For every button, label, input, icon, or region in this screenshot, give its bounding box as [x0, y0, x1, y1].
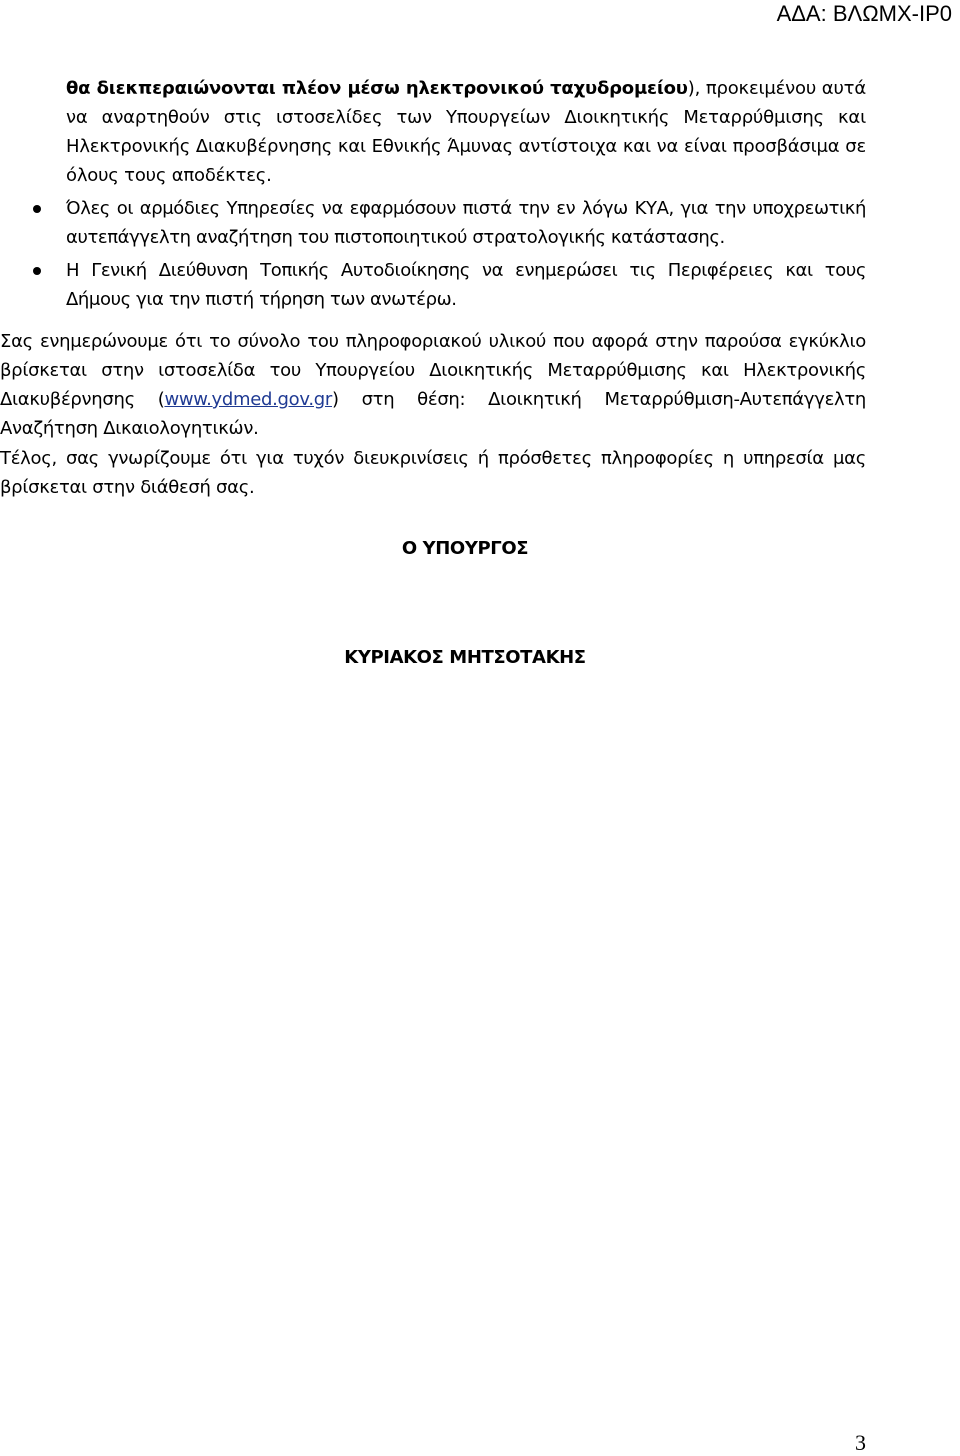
bullet-icon [33, 205, 41, 213]
continued-paragraph [66, 74, 866, 190]
minister-name: ΚΥΡΙΑΚΟΣ ΜΗΤΣΟΤΑΚΗΣ [344, 647, 586, 668]
info-paragraph [0, 327, 866, 443]
continued-paragraph-rest: ), προκειμένου αυτά να αναρτηθούν στις ιστοσελίδες των Υπουργείων Διοικητικής Μεταρρύθμισης και Ηλεκτρονικής Διακυβέρνησης και Εθνικής Άμυνας αντίστοιχα και να είναι προσβάσιμα σε όλους τους αποδέκτες. [66, 78, 866, 186]
ada-header: ΑΔΑ: ΒΛΩΜΧ-ΙΡ0 [776, 1, 952, 26]
bold-phrase: θα διεκπεραιώνονται πλέον μέσω ηλεκτρονικού ταχυδρομείου [66, 78, 688, 99]
closing-paragraph: Τέλος, σας γνωρίζουμε ότι για τυχόν διευκρινίσεις ή πρόσθετες πληροφορίες η υπηρεσία μας βρίσκεται στην διάθεσή σας. [0, 448, 866, 498]
list-item [0, 256, 866, 314]
bullet-text: Η Γενική Διεύθυνση Τοπικής Αυτοδιοίκησης να ενημερώσει τις Περιφέρειες και τους Δήμους για την πιστή τήρηση των ανωτέρω. [66, 260, 866, 310]
page-number: 3 [855, 1430, 866, 1455]
ydmed-link[interactable]: www.ydmed.gov.gr [164, 389, 332, 410]
bullet-icon [33, 267, 41, 275]
bullet-list [0, 194, 866, 318]
info-text-before-link: Σας ενημερώνουμε ότι το σύνολο του πληροφοριακού υλικού που αφορά στην παρούσα εγκύκλιο βρίσκεται στην ιστοσελίδα του Υπουργείου Διοικητικής Μεταρρύθμισης και Ηλεκτρονικής Διακυβέρνησης ( [0, 331, 866, 410]
info-text-after-link: ) στη θέση: Διοικητική Μεταρρύθμιση-Αυτεπάγγελτη Αναζήτηση Δικαιολογητικών. [0, 389, 867, 439]
list-item [0, 194, 866, 252]
bullet-text: Όλες οι αρμόδιες Υπηρεσίες να εφαρμόσουν πιστά την εν λόγω ΚΥΑ, για την υποχρεωτική αυτεπάγγελτη αναζήτηση του πιστοποιητικού στρατολογικής κατάστασης. [66, 198, 866, 248]
minister-title: Ο ΥΠΟΥΡΓΟΣ [401, 538, 529, 559]
